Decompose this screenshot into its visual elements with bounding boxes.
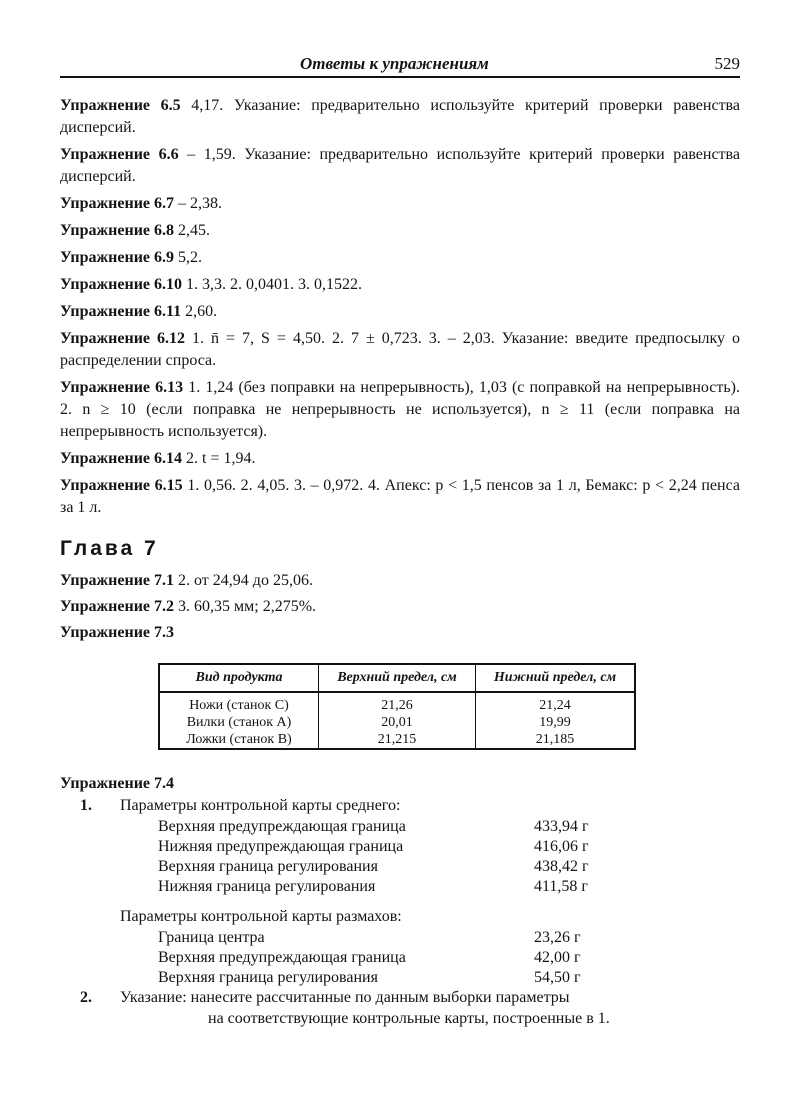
table-cell: Вилки (станок A)	[159, 714, 319, 731]
list-item-name: Нижняя граница регулирования	[158, 878, 376, 895]
exercise-6-7: Упражнение 6.7 – 2,38.	[60, 195, 223, 212]
table-row	[159, 692, 635, 714]
list-item-value: 411,58 г	[534, 878, 588, 895]
list-item-name: Верхняя предупреждающая граница	[158, 818, 406, 835]
list-item-name: Верхняя граница регулирования	[158, 969, 378, 986]
item-number-2: 2.	[80, 989, 92, 1006]
list-item-name: Верхняя предупреждающая граница	[158, 949, 406, 966]
exercise-6-10: Упражнение 6.10 1. 3,3. 2. 0,0401. 3. 0,1522.	[60, 276, 363, 293]
page-number: 529	[714, 54, 740, 73]
exercise-6-9: Упражнение 6.9 5,2.	[60, 249, 203, 266]
list-item-name: Граница центра	[158, 929, 265, 946]
exercise-7-3: Упражнение 7.3	[60, 624, 175, 641]
exercise-7-4-label: Упражнение 7.4	[60, 775, 175, 792]
table-cell: Ложки (станок B)	[159, 731, 319, 749]
table-cell: Ножи (станок C)	[159, 692, 319, 714]
list-item-value: 42,00 г	[534, 949, 581, 966]
table-row	[159, 731, 635, 749]
table-header-row	[159, 664, 635, 692]
exercise-7-2: Упражнение 7.2 3. 60,35 мм; 2,275%.	[60, 598, 317, 615]
table-row	[159, 714, 635, 731]
limits-table	[158, 663, 636, 750]
hint-line-1: Указание: нанесите рассчитанные по данным выборки параметры	[120, 989, 570, 1006]
list-item-value: 416,06 г	[534, 838, 589, 855]
item-number-1: 1.	[80, 797, 92, 814]
header-title: Ответы к упражнениям	[300, 54, 489, 73]
exercise-6-12: Упражнение 6.12 1. n̄ = 7, S = 4,50. 2. 7 ± 0,723. 3. – 2,03. Указание: введите предпосылку о распределении спроса.	[60, 330, 741, 369]
exercise-7-1: Упражнение 7.1 2. от 24,94 до 25,06.	[60, 572, 313, 589]
table-cell: 20,01	[319, 714, 476, 731]
list-item-value: 433,94 г	[534, 818, 589, 835]
table-cell: 21,185	[476, 731, 636, 749]
table-cell: 21,215	[319, 731, 476, 749]
exercise-6-6: Упражнение 6.6 – 1,59. Указание: предварительно используйте критерий проверки равенства дисперсий.	[60, 146, 740, 185]
list-item-name: Верхняя граница регулирования	[158, 858, 378, 875]
chapter6-answers	[60, 95, 740, 524]
exercise-6-8: Упражнение 6.8 2,45.	[60, 222, 211, 239]
hint-line-2: на соответствующие контрольные карты, построенные в 1.	[208, 1010, 610, 1027]
table-cell: 21,26	[319, 692, 476, 714]
list-item-name: Нижняя предупреждающая граница	[158, 838, 404, 855]
running-header	[60, 54, 740, 78]
exercise-6-5: Упражнение 6.5 4,17. Указание: предварительно используйте критерий проверки равенства дисперсий.	[60, 97, 741, 136]
column-header: Нижний предел, см	[476, 664, 636, 692]
exercise-6-13: Упражнение 6.13 1. 1,24 (без поправки на непрерывность), 1,03 (с поправкой на непрерывность). 2. n ≥ 10 (если поправка не непрерывность не используется), n ≥ 11 (если поправка на непрерывность используется).	[60, 379, 740, 440]
chapter-7-heading: Глава 7	[60, 537, 159, 560]
exercise-6-11: Упражнение 6.11 2,60.	[60, 303, 218, 320]
table-cell: 21,24	[476, 692, 636, 714]
list-item-value: 23,26 г	[534, 929, 581, 946]
column-header: Верхний предел, см	[319, 664, 476, 692]
chapter7-answers	[60, 570, 740, 648]
exercise-6-14: Упражнение 6.14 2. t = 1,94.	[60, 450, 256, 467]
exercise-6-15: Упражнение 6.15 1. 0,56. 2. 4,05. 3. – 0,972. 4. Апекс: p < 1,5 пенсов за 1 л, Бемакс: p < 2,24 пенса за 1 л.	[60, 477, 740, 516]
table-cell: 19,99	[476, 714, 636, 731]
list-item-value: 438,42 г	[534, 858, 589, 875]
column-header: Вид продукта	[159, 664, 319, 692]
mean-chart-title: Параметры контрольной карты среднего:	[120, 797, 401, 814]
list-item-value: 54,50 г	[534, 969, 581, 986]
range-chart-title: Параметры контрольной карты размахов:	[120, 908, 402, 925]
